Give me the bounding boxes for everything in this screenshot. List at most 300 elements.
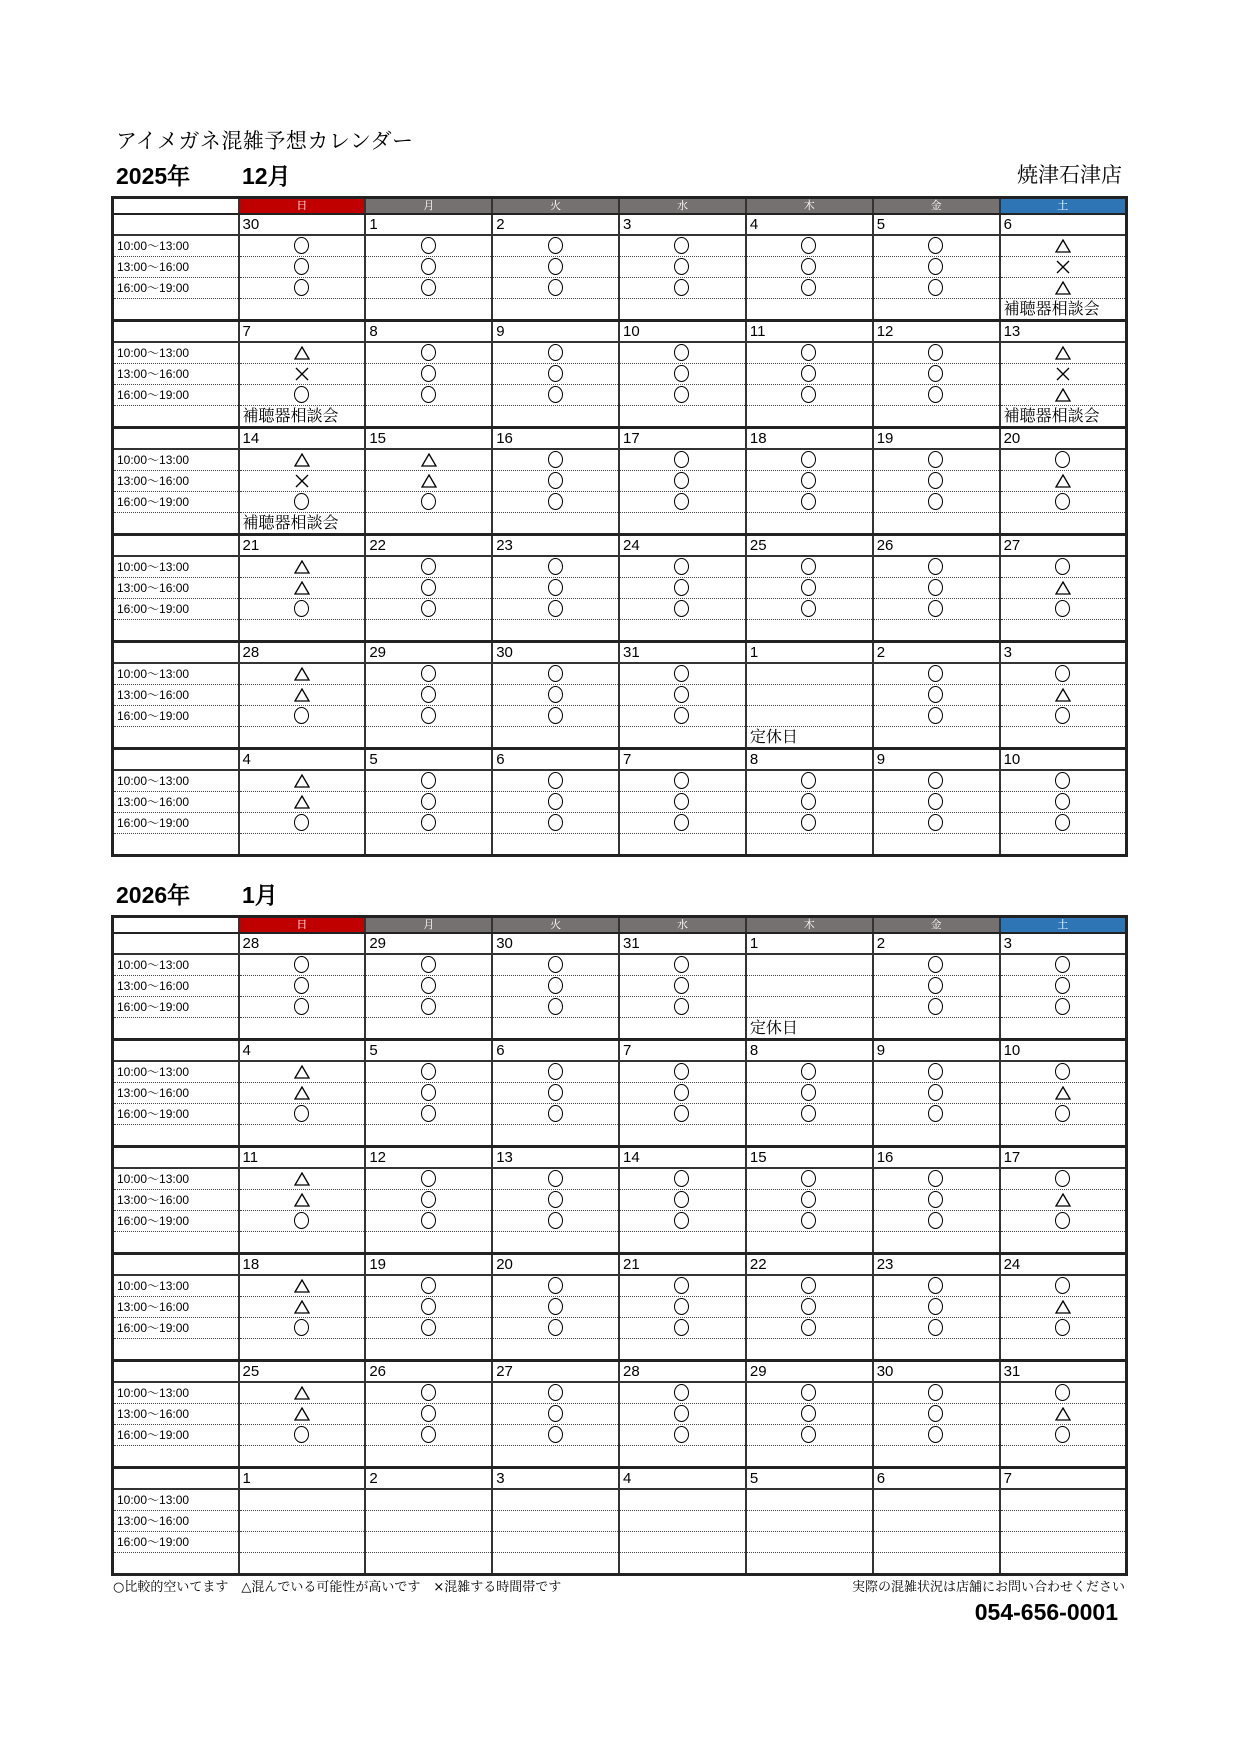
weekday-header-tue: 火 [492,198,619,215]
circle-available-icon [799,599,819,619]
congestion-cell [873,278,1000,299]
congestion-cell [873,1211,1000,1232]
congestion-cell [873,1168,1000,1190]
day-note [492,620,619,642]
day-number: 7 [619,749,746,771]
circle-available-icon [672,492,692,512]
congestion-cell [1000,364,1127,385]
day-note [492,1339,619,1361]
congestion-cell [365,235,492,257]
time-slot-label: 10:00〜13:00 [113,449,239,471]
circle-available-icon [546,955,566,975]
day-note [239,1018,366,1040]
congestion-cell [873,663,1000,685]
congestion-cell [873,471,1000,492]
triangle-busy-icon [292,450,312,470]
day-note [365,1339,492,1361]
time-slot-row [113,1489,1127,1511]
circle-available-icon [1053,1276,1073,1296]
congestion-cell [492,1104,619,1125]
time-slot-row [113,1104,1127,1125]
triangle-busy-icon [292,343,312,363]
congestion-cell [239,976,366,997]
circle-available-icon [419,1383,439,1403]
day-number: 25 [746,535,873,557]
congestion-cell [492,257,619,278]
circle-available-icon [419,1062,439,1082]
time-slot-label: 13:00〜16:00 [113,976,239,997]
time-slot-label: 16:00〜19:00 [113,997,239,1018]
day-number: 2 [492,214,619,235]
row-label-empty [113,1232,239,1254]
congestion-cell [1000,556,1127,578]
circle-available-icon [546,685,566,705]
time-slot-row [113,278,1127,299]
circle-available-icon [799,343,819,363]
day-note [492,513,619,535]
circle-available-icon [672,1083,692,1103]
congestion-cell [1000,1104,1127,1125]
day-number: 29 [746,1361,873,1383]
congestion-cell [365,1318,492,1339]
month-heading-dec [116,162,516,190]
week-date-row [113,642,1127,664]
circle-available-icon [926,471,946,491]
time-slot-row [113,1211,1127,1232]
congestion-cell [492,1511,619,1532]
congestion-cell [873,556,1000,578]
circle-available-icon [292,813,312,833]
congestion-cell [365,1190,492,1211]
day-number: 20 [492,1254,619,1276]
day-number: 15 [746,1147,873,1169]
circle-available-icon [926,450,946,470]
congestion-cell [873,385,1000,406]
circle-available-icon [419,578,439,598]
triangle-busy-icon [1053,1297,1073,1317]
day-number: 4 [619,1468,746,1490]
triangle-busy-icon [292,685,312,705]
congestion-cell [619,556,746,578]
congestion-cell [239,813,366,834]
congestion-cell [746,1083,873,1104]
congestion-cell [492,1425,619,1446]
day-note [873,1125,1000,1147]
congestion-cell [619,578,746,599]
day-note [873,406,1000,428]
congestion-cell [619,770,746,792]
weekday-header-fri: 金 [873,198,1000,215]
symbol-legend: ○比較的空いてます △混んでいる可能性が高いです ×混雑する時間帯です [113,1580,562,1595]
week-date-row [113,535,1127,557]
congestion-cell [873,1275,1000,1297]
circle-available-icon [799,1276,819,1296]
congestion-cell [1000,599,1127,620]
congestion-cell [492,770,619,792]
circle-available-icon [672,813,692,833]
time-slot-row [113,1318,1127,1339]
day-note [1000,1232,1127,1254]
day-note [746,620,873,642]
time-slot-label: 16:00〜19:00 [113,385,239,406]
day-note [492,834,619,856]
circle-available-icon [419,813,439,833]
circle-available-icon [926,664,946,684]
congestion-cell [873,1104,1000,1125]
day-note [746,1553,873,1575]
time-slot-label: 16:00〜19:00 [113,706,239,727]
time-slot-row [113,1382,1127,1404]
time-slot-label: 10:00〜13:00 [113,1489,239,1511]
day-number: 17 [619,428,746,450]
congestion-cell [746,1168,873,1190]
triangle-busy-icon [1053,343,1073,363]
day-number: 27 [1000,535,1127,557]
circle-available-icon [926,1062,946,1082]
congestion-cell [746,954,873,976]
circle-available-icon [419,955,439,975]
congestion-cell [239,1083,366,1104]
time-slot-label: 13:00〜16:00 [113,1190,239,1211]
phone-number: 054-656-0001 [974,1599,1118,1625]
congestion-cell [492,492,619,513]
congestion-cell [873,364,1000,385]
congestion-cell [1000,1511,1127,1532]
day-number: 30 [492,642,619,664]
time-slot-label: 10:00〜13:00 [113,954,239,976]
circle-available-icon [1053,771,1073,791]
congestion-cell [239,278,366,299]
congestion-cell [1000,997,1127,1018]
circle-available-icon [672,385,692,405]
congestion-cell [619,257,746,278]
congestion-cell [873,1083,1000,1104]
circle-available-icon [799,257,819,277]
time-slot-label: 13:00〜16:00 [113,685,239,706]
triangle-busy-icon [1053,385,1073,405]
triangle-busy-icon [292,1383,312,1403]
time-slot-label: 13:00〜16:00 [113,792,239,813]
day-number: 10 [619,321,746,343]
time-slot-label: 13:00〜16:00 [113,471,239,492]
congestion-cell [492,1297,619,1318]
triangle-busy-icon [292,557,312,577]
congestion-cell [873,449,1000,471]
congestion-cell [873,770,1000,792]
day-number: 27 [492,1361,619,1383]
note-row [113,299,1127,321]
day-note [365,299,492,321]
day-note [619,1018,746,1040]
circle-available-icon [546,1276,566,1296]
day-number: 7 [239,321,366,343]
day-note [239,299,366,321]
week-date-row [113,1468,1127,1490]
congestion-cell [365,954,492,976]
day-note [239,727,366,749]
circle-available-icon [672,557,692,577]
time-slot-row [113,1404,1127,1425]
weekday-header-sat: 土 [1000,917,1127,934]
congestion-cell [746,685,873,706]
congestion-cell [873,1489,1000,1511]
triangle-busy-icon [292,1169,312,1189]
congestion-cell [239,685,366,706]
circle-available-icon [419,257,439,277]
circle-available-icon [292,976,312,996]
congestion-cell [365,1297,492,1318]
month-heading-jan [116,881,516,909]
congestion-cell [746,449,873,471]
day-number: 4 [746,214,873,235]
header-corner [113,917,239,934]
time-slot-row [113,449,1127,471]
circle-available-icon [292,236,312,256]
circle-available-icon [546,792,566,812]
time-slot-row [113,578,1127,599]
congestion-cell [746,342,873,364]
day-number: 1 [746,933,873,954]
year-label: 2026年 [116,882,191,908]
circle-available-icon [546,1190,566,1210]
congestion-cell [619,235,746,257]
day-number: 29 [365,642,492,664]
congestion-cell [619,599,746,620]
congestion-cell [746,235,873,257]
congestion-cell [365,663,492,685]
congestion-cell [365,278,492,299]
day-number: 18 [239,1254,366,1276]
day-note [746,1232,873,1254]
day-note [365,406,492,428]
circle-available-icon [1053,664,1073,684]
congestion-cell [746,471,873,492]
week-date-row [113,1040,1127,1062]
circle-available-icon [672,450,692,470]
day-note [239,1553,366,1575]
day-note: 補聴器相談会 [1000,406,1127,428]
circle-available-icon [799,236,819,256]
day-number: 5 [365,749,492,771]
congestion-cell [1000,1532,1127,1553]
day-note [619,1553,746,1575]
congestion-cell [492,1083,619,1104]
time-slot-row [113,257,1127,278]
time-slot-row [113,1511,1127,1532]
congestion-cell [492,1211,619,1232]
time-slot-label: 16:00〜19:00 [113,1104,239,1125]
congestion-cell [1000,1061,1127,1083]
day-note [1000,1446,1127,1468]
circle-available-icon [672,343,692,363]
circle-available-icon [546,492,566,512]
day-note [1000,620,1127,642]
circle-available-icon [926,1425,946,1445]
congestion-cell [1000,385,1127,406]
congestion-cell [365,1532,492,1553]
row-label-empty [113,749,239,771]
day-note [239,1232,366,1254]
row-label-empty [113,299,239,321]
time-slot-row [113,385,1127,406]
day-note: 補聴器相談会 [239,513,366,535]
note-row [113,1125,1127,1147]
day-note [1000,834,1127,856]
week-date-row [113,1147,1127,1169]
time-slot-row [113,976,1127,997]
circle-available-icon [672,1104,692,1124]
triangle-busy-icon [292,1062,312,1082]
circle-available-icon [419,385,439,405]
congestion-cell [239,1297,366,1318]
triangle-busy-icon [1053,278,1073,298]
circle-available-icon [672,1169,692,1189]
header-corner [113,198,239,215]
circle-available-icon [926,685,946,705]
circle-available-icon [926,385,946,405]
circle-available-icon [292,706,312,726]
time-slot-row [113,599,1127,620]
day-number: 6 [492,749,619,771]
week-date-row [113,428,1127,450]
day-note [619,1339,746,1361]
congestion-cell [492,1061,619,1083]
congestion-cell [619,471,746,492]
circle-available-icon [292,492,312,512]
circle-available-icon [1053,1104,1073,1124]
congestion-cell [619,342,746,364]
row-label-empty [113,1339,239,1361]
circle-available-icon [1053,450,1073,470]
day-number: 9 [873,1040,1000,1062]
circle-available-icon [799,557,819,577]
time-slot-label: 10:00〜13:00 [113,1061,239,1083]
circle-available-icon [672,364,692,384]
time-slot-label: 10:00〜13:00 [113,663,239,685]
triangle-busy-icon [1053,1083,1073,1103]
circle-available-icon [799,1062,819,1082]
congestion-cell [1000,1275,1127,1297]
day-note: 補聴器相談会 [1000,299,1127,321]
day-note [873,1553,1000,1575]
circle-available-icon [292,278,312,298]
circle-available-icon [1053,1425,1073,1445]
day-note [873,1446,1000,1468]
day-number: 14 [619,1147,746,1169]
circle-available-icon [672,236,692,256]
day-note [239,834,366,856]
day-note [619,299,746,321]
time-slot-label: 16:00〜19:00 [113,1532,239,1553]
congestion-cell [873,706,1000,727]
congestion-cell [1000,257,1127,278]
time-slot-row [113,685,1127,706]
congestion-cell [492,792,619,813]
circle-available-icon [799,1425,819,1445]
cross-crowded-icon [292,471,312,491]
congestion-cell [873,954,1000,976]
day-number: 9 [492,321,619,343]
day-number: 12 [365,1147,492,1169]
circle-available-icon [926,278,946,298]
circle-available-icon [419,1297,439,1317]
circle-available-icon [672,976,692,996]
day-note [239,620,366,642]
day-number: 26 [873,535,1000,557]
triangle-busy-icon [1053,685,1073,705]
note-row [113,1232,1127,1254]
circle-available-icon [292,1211,312,1231]
day-note [1000,1553,1127,1575]
congestion-cell [365,364,492,385]
day-number: 28 [239,642,366,664]
congestion-cell [492,1532,619,1553]
circle-available-icon [926,257,946,277]
note-row [113,1339,1127,1361]
circle-available-icon [672,278,692,298]
time-slot-label: 13:00〜16:00 [113,257,239,278]
congestion-cell [619,1190,746,1211]
circle-available-icon [926,792,946,812]
time-slot-row [113,1168,1127,1190]
congestion-cell [1000,1211,1127,1232]
day-note [746,834,873,856]
time-slot-row [113,813,1127,834]
congestion-cell [239,385,366,406]
time-slot-label: 16:00〜19:00 [113,278,239,299]
time-slot-row [113,235,1127,257]
circle-available-icon [546,599,566,619]
row-label-empty [113,321,239,343]
congestion-cell [873,1382,1000,1404]
day-note [492,1553,619,1575]
day-note [873,513,1000,535]
congestion-cell [619,1511,746,1532]
congestion-cell [239,1211,366,1232]
time-slot-row [113,1532,1127,1553]
congestion-cell [239,471,366,492]
weekday-header-tue: 火 [492,917,619,934]
congestion-cell [746,578,873,599]
circle-available-icon [292,257,312,277]
circle-available-icon [419,1211,439,1231]
week-date-row [113,933,1127,954]
time-slot-label: 10:00〜13:00 [113,770,239,792]
congestion-cell [239,997,366,1018]
congestion-cell [873,792,1000,813]
circle-available-icon [546,1211,566,1231]
congestion-cell [365,257,492,278]
circle-available-icon [419,1404,439,1424]
circle-available-icon [799,385,819,405]
day-number: 23 [492,535,619,557]
congestion-cell [746,813,873,834]
triangle-busy-icon [292,1083,312,1103]
circle-available-icon [672,1211,692,1231]
row-label-empty [113,214,239,235]
day-note [365,834,492,856]
congestion-cell [365,385,492,406]
triangle-busy-icon [292,1404,312,1424]
calendar-table-january [111,915,1128,1576]
congestion-cell [1000,578,1127,599]
note-row [113,1446,1127,1468]
time-slot-row [113,364,1127,385]
circle-available-icon [926,955,946,975]
day-number: 6 [492,1040,619,1062]
note-row [113,620,1127,642]
congestion-cell [492,342,619,364]
